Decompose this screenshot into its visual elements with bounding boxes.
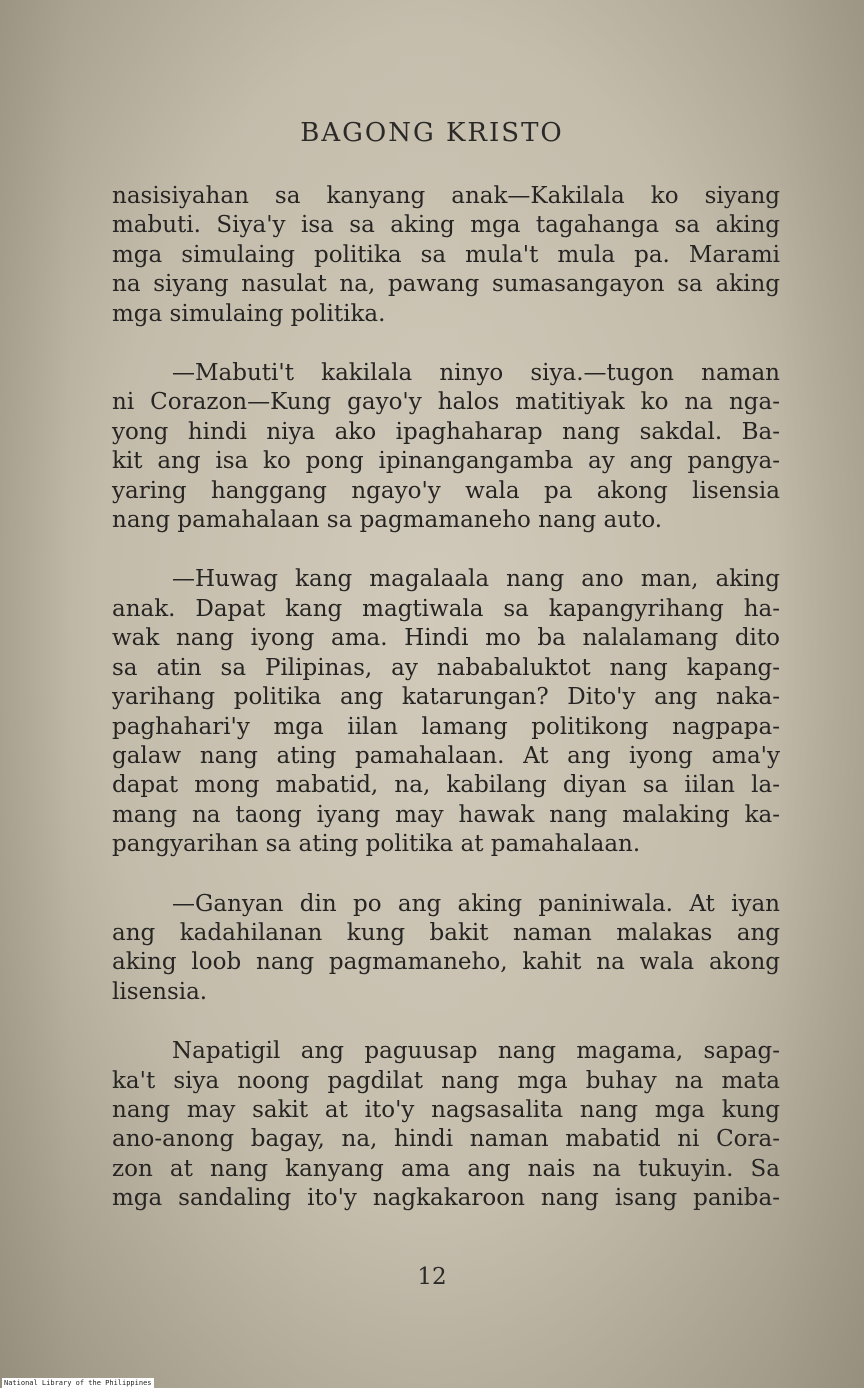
text-line: mga simulaing politika sa mula't mula pa. Marami	[112, 241, 780, 268]
paragraph-gap	[112, 535, 780, 565]
text-line: dapat mong mabatid, na, kabilang diyan sa iilan la-	[112, 772, 780, 799]
text-line: Napatigil ang paguusap nang magama, sapag-	[172, 1038, 780, 1065]
paragraph	[112, 359, 780, 535]
paragraph	[112, 1037, 780, 1213]
text-line: pangyarihan sa ating politika at pamahalaan.	[112, 831, 641, 858]
text-line: paghahari'y mga iilan lamang politikong nagpapa-	[112, 713, 780, 740]
text-line: —Mabuti't kakilala ninyo siya.—tugon naman	[172, 360, 780, 387]
paragraph	[112, 890, 780, 1008]
library-credit: National Library of the Philippines	[4, 1379, 152, 1387]
body-text	[112, 182, 780, 1214]
running-title: BAGONG KRISTO	[300, 118, 564, 148]
paragraph	[112, 182, 780, 329]
text-line: ka't siya noong pagdilat nang mga buhay na mata	[112, 1067, 780, 1094]
text-line: lisensia.	[112, 978, 208, 1005]
text-line: wak nang iyong ama. Hindi mo ba nalalamang dito	[112, 625, 780, 652]
page-number: 12	[417, 1264, 447, 1290]
text-line: mang na taong iyang may hawak nang malaking ka-	[112, 801, 780, 828]
text-line: sa atin sa Pilipinas, ay nababaluktot nang kapang-	[112, 654, 780, 681]
paragraph-gap	[112, 1007, 780, 1037]
text-line: nasisiyahan sa kanyang anak—Kakilala ko siyang	[112, 183, 780, 209]
paragraph	[112, 565, 780, 859]
text-line: galaw nang ating pamahalaan. At ang iyong ama'y	[112, 742, 780, 769]
text-line: ang kadahilanan kung bakit naman malakas ang	[112, 919, 780, 946]
text-line: nang pamahalaan sa pagmamaneho nang auto.	[112, 507, 663, 534]
text-line: ni Corazon—Kung gayo'y halos matitiyak ko na nga-	[112, 389, 780, 416]
text-line: mabuti. Siya'y isa sa aking mga tagahanga sa aking	[112, 212, 780, 239]
text-line: anak. Dapat kang magtiwala sa kapangyrihang ha-	[112, 595, 780, 622]
text-line: yaring hanggang ngayo'y wala pa akong lisensia	[112, 477, 780, 504]
text-line: mga simulaing politika.	[112, 300, 386, 327]
text-line: aking loob nang pagmamaneho, kahit na wala akong	[112, 949, 780, 976]
text-line: yong hindi niya ako ipaghaharap nang sakdal. Ba-	[112, 418, 780, 445]
paragraph-gap	[112, 860, 780, 890]
text-line: yarihang politika ang katarungan? Dito'y ang naka-	[112, 684, 780, 711]
text-line: kit ang isa ko pong ipinangangamba ay ang pangya-	[112, 448, 780, 475]
paragraph-gap	[112, 329, 780, 359]
text-line: —Ganyan din po ang aking paniniwala. At iyan	[172, 890, 780, 917]
text-line: nang may sakit at ito'y nagsasalita nang mga kung	[112, 1096, 780, 1123]
text-line: mga sandaling ito'y nagkakaroon nang isang paniba-	[112, 1185, 780, 1212]
text-line: zon at nang kanyang ama ang nais na tukuyin. Sa	[112, 1155, 780, 1182]
text-line: ano-anong bagay, na, hindi naman mabatid ni Cora-	[112, 1126, 780, 1153]
text-line: na siyang nasulat na, pawang sumasangayon sa aking	[112, 271, 780, 298]
text-line: —Huwag kang magalaala nang ano man, aking	[172, 566, 780, 593]
